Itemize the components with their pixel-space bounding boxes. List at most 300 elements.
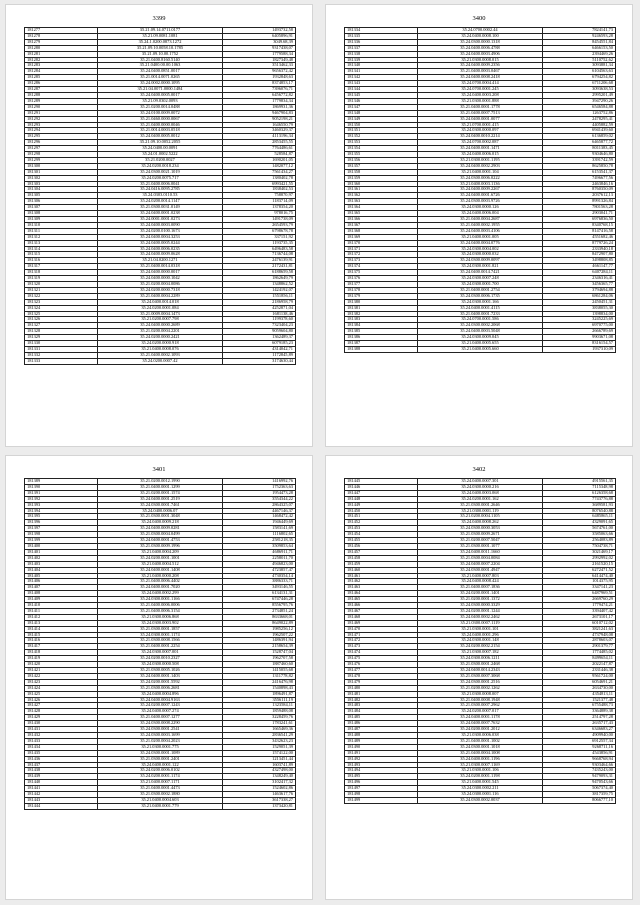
record-id-cell: 181366 <box>345 217 418 223</box>
record-id-cell: 181465 <box>345 597 418 603</box>
amount-cell: 8066777,10 <box>542 797 615 803</box>
code-cell: 35.24.0400.0001.122 <box>98 762 223 768</box>
record-id-cell: 181320 <box>25 281 98 287</box>
code-cell: 35.21.0400.0002.1093 <box>98 352 223 358</box>
record-id-cell: 181420 <box>25 662 98 668</box>
record-id-cell: 181283 <box>25 63 98 69</box>
code-cell: 35.21.09.10.0052.2055 <box>98 140 223 146</box>
code-cell: 35.24.0300.0002.211 <box>418 786 543 792</box>
amount-cell: 1985256,12 <box>222 626 295 632</box>
record-id-cell: 181463 <box>345 585 418 591</box>
amount-cell: 1779834,34 <box>222 98 295 104</box>
record-id-cell: 181497 <box>345 786 418 792</box>
record-id-cell: 181496 <box>345 780 418 786</box>
record-id-cell: 181450 <box>345 508 418 514</box>
amount-cell: 6414474,40 <box>542 573 615 579</box>
amount-cell: 1348862,52 <box>222 281 295 287</box>
code-cell: 35.24.0400.0003.5048 <box>418 329 543 335</box>
code-cell: 35.24.0400.0014.7421 <box>418 270 543 276</box>
record-id-cell: 181487 <box>345 727 418 733</box>
record-id-cell: 181325 <box>25 311 98 317</box>
code-cell: 35.24.0300.0003.1699 <box>98 732 223 738</box>
record-id-cell: 181393 <box>25 502 98 508</box>
record-id-cell: 181430 <box>25 721 98 727</box>
code-cell: 35.24.0200.0014.1147 <box>98 199 223 205</box>
page-number: 3402 <box>472 466 486 473</box>
code-cell: 35.21.0200.0007.5047 <box>418 538 543 544</box>
record-id-cell: 181330 <box>25 341 98 347</box>
code-cell: 35.24.0200.0001.5592 <box>98 679 223 685</box>
amount-cell: 2564083,89 <box>542 538 615 544</box>
code-cell: 35.24.0300.0000.097 <box>418 128 543 134</box>
amount-cell: 3821241,63 <box>542 626 615 632</box>
records-table <box>24 27 296 365</box>
amount-cell: 3093638,53 <box>542 87 615 93</box>
code-cell: 35.24.0300.0001.148 <box>418 638 543 644</box>
record-id-cell: 181464 <box>345 591 418 597</box>
amount-cell: 6798678,78 <box>222 228 295 234</box>
record-id-cell: 181480 <box>345 685 418 691</box>
code-cell: 35.21.0200.0001.1574 <box>98 490 223 496</box>
code-cell: 35.24.0400.0003.4106 <box>418 228 543 234</box>
code-cell: 35.21.0400.0001.7233 <box>418 311 543 317</box>
record-id-cell: 181353 <box>345 140 418 146</box>
code-cell: 35.21.0200.0002.1262 <box>418 685 543 691</box>
record-id-cell: 181287 <box>25 87 98 93</box>
amount-cell: 4915561,35 <box>542 479 615 485</box>
record-id-cell: 181492 <box>345 756 418 762</box>
code-cell: 35.21.0300.0006.038 <box>418 732 543 738</box>
code-cell: 35.24.0200.0001.1401 <box>418 591 543 597</box>
record-id-cell: 181405 <box>25 573 98 579</box>
code-cell: 35.24.0400.0004.3253 <box>98 234 223 240</box>
amount-cell: 7764486,61 <box>222 146 295 152</box>
document-page-3399 <box>5 4 313 447</box>
amount-cell: 9479093,31 <box>542 774 615 780</box>
code-cell: 35.24.0300.0002.2068 <box>418 323 543 329</box>
amount-cell: 7801563,28 <box>542 205 615 211</box>
record-id-cell: 181453 <box>345 526 418 532</box>
code-cell: 35.21.0400.0004.2687 <box>418 217 543 223</box>
table-row <box>25 358 296 364</box>
record-id-cell: 181285 <box>25 75 98 81</box>
amount-cell: 6941439,60 <box>542 128 615 134</box>
record-id-cell: 181279 <box>25 39 98 45</box>
record-id-cell: 181445 <box>345 479 418 485</box>
amount-cell: 6912557,34 <box>542 738 615 744</box>
amount-cell: 1583141,69 <box>222 526 295 532</box>
code-cell: 35.24.0400.0003.0090 <box>98 222 223 228</box>
amount-cell: 2346316,41 <box>542 276 615 282</box>
record-id-cell: 181282 <box>25 57 98 63</box>
record-id-cell: 181380 <box>345 299 418 305</box>
amount-cell: 6405896,91 <box>222 33 295 39</box>
code-cell: 35.24.0200.0018.234 <box>98 163 223 169</box>
record-id-cell: 181478 <box>345 673 418 679</box>
record-id-cell: 181494 <box>345 768 418 774</box>
amount-cell: 2666789,69 <box>542 329 615 335</box>
amount-cell: 6485865,11 <box>542 514 615 520</box>
record-id-cell: 181288 <box>25 92 98 98</box>
amount-cell: 2416476,98 <box>222 679 295 685</box>
code-cell: 35.24.0200.0001.2012 <box>418 727 543 733</box>
amount-cell: 3498808,85 <box>542 258 615 264</box>
code-cell: 35.24.0300.0001.4947 <box>418 567 543 573</box>
amount-cell: 4661147,77 <box>542 264 615 270</box>
record-id-cell: 181474 <box>345 650 418 656</box>
record-id-cell: 181468 <box>345 614 418 620</box>
record-id-cell: 181335 <box>345 33 418 39</box>
record-id-cell: 181347 <box>345 104 418 110</box>
record-id-cell: 181443 <box>25 797 98 803</box>
record-id-cell: 181321 <box>25 287 98 293</box>
record-id-cell: 181444 <box>25 803 98 809</box>
amount-cell: 9059604,80 <box>222 329 295 335</box>
code-cell: 35.24.0400.0009.0628 <box>98 252 223 258</box>
record-id-cell: 181367 <box>345 222 418 228</box>
amount-cell: 1887460,60 <box>222 662 295 668</box>
code-cell: 35.21.0300.0005.1026 <box>98 668 223 674</box>
record-id-cell: 181454 <box>345 532 418 538</box>
code-cell: 35.21.0400.0004.603 <box>98 797 223 803</box>
amount-cell: 2022147,87 <box>542 662 615 668</box>
code-cell: 35.21.0400.0001.1299 <box>98 484 223 490</box>
amount-cell: 7496677,56 <box>542 175 615 181</box>
amount-cell: 1263752,86 <box>542 110 615 116</box>
amount-cell: 528584,87 <box>222 152 295 158</box>
record-id-cell: 181278 <box>25 33 98 39</box>
record-id-cell: 181299 <box>25 157 98 163</box>
code-cell: 35.24.0200.0010.2327 <box>98 656 223 662</box>
amount-cell: 6976836,50 <box>542 217 615 223</box>
record-id-cell: 181340 <box>345 63 418 69</box>
record-id-cell: 181281 <box>25 51 98 57</box>
table-row <box>25 803 296 809</box>
amount-cell: 6970775,00 <box>542 323 615 329</box>
code-cell: 35.21.0200.0001.1372 <box>418 597 543 603</box>
amount-cell: 6456772,82 <box>222 92 295 98</box>
code-cell: 35.24.0400.0001.0238 <box>98 211 223 217</box>
code-cell: 35.24.0300.0001.166 <box>418 299 543 305</box>
code-cell: 35.21.0300.0007.1169 <box>418 762 543 768</box>
amount-cell: 9268711,16 <box>542 744 615 750</box>
record-id-cell: 181441 <box>25 786 98 792</box>
code-cell: 35.21.0300.0001.3048 <box>98 514 223 520</box>
amount-cell: 3886333,71 <box>222 579 295 585</box>
amount-cell: 3394407,42 <box>542 608 615 614</box>
code-cell: 35.24.0400.0006.015 <box>418 152 543 158</box>
amount-cell: 2673101,17 <box>542 614 615 620</box>
amount-cell: 4946823,00 <box>222 561 295 567</box>
record-id-cell: 181499 <box>345 797 418 803</box>
amount-cell: 3554344,22 <box>222 496 295 502</box>
amount-cell: 3794694,88 <box>542 287 615 293</box>
code-cell: 35.24.0300.0001.700 <box>418 281 543 287</box>
record-id-cell: 181307 <box>25 205 98 211</box>
amount-cell: 1752363,63 <box>222 484 295 490</box>
record-id-cell: 181489 <box>345 738 418 744</box>
record-id-cell: 181433 <box>25 738 98 744</box>
amount-cell: 1540898,43 <box>222 685 295 691</box>
amount-cell: 1398834,00 <box>542 311 615 317</box>
code-cell: 35.21.0400.0001.1778 <box>418 104 543 110</box>
record-id-cell: 181374 <box>345 264 418 270</box>
code-cell: 35.21.0400.0007.1836 <box>418 585 543 591</box>
amount-cell: 4405882,59 <box>542 122 615 128</box>
record-id-cell: 181319 <box>25 276 98 282</box>
code-cell: 35.24.0400.00.0091 <box>98 146 223 152</box>
code-cell: 35.24.0200.0006.0102 <box>98 768 223 774</box>
record-id-cell: 181435 <box>25 750 98 756</box>
code-cell: 35.21.0300.0001.1857 <box>98 626 223 632</box>
code-cell: 35.21.0400.0006.3154 <box>98 608 223 614</box>
amount-cell: 3513462,33 <box>222 63 295 69</box>
amount-cell: 1378354,20 <box>222 205 295 211</box>
amount-cell: 1528747,04 <box>222 650 295 656</box>
amount-cell: 7396076,71 <box>222 87 295 93</box>
record-id-cell: 181493 <box>345 762 418 768</box>
code-cell: 35.24.0300.0008.2290 <box>98 721 223 727</box>
code-cell: 35.21.0400.0007.1277 <box>98 715 223 721</box>
record-id-cell: 181376 <box>345 276 418 282</box>
code-cell: 35.24.0200.0001.1174 <box>98 774 223 780</box>
code-cell: 35.21.0300.0001.2401 <box>98 756 223 762</box>
amount-cell: 2158654,39 <box>222 644 295 650</box>
record-id-cell: 181442 <box>25 792 98 798</box>
code-cell: 35.24.0300.0021.1019 <box>98 169 223 175</box>
code-cell: 35.24.0400.0014.2343 <box>418 668 543 674</box>
amount-cell: 4314042,71 <box>222 346 295 352</box>
record-id-cell: 181369 <box>345 234 418 240</box>
amount-cell: 4551682,46 <box>542 234 615 240</box>
code-cell: 35.21.0300.0004.0499 <box>98 532 223 538</box>
amount-cell: 4543856,91 <box>542 750 615 756</box>
record-id-cell: 181483 <box>345 703 418 709</box>
code-cell: 35.21.0300.0007.3068 <box>418 673 543 679</box>
record-id-cell: 181395 <box>25 514 98 520</box>
amount-cell: 3021469,17 <box>542 549 615 555</box>
record-id-cell: 181350 <box>345 122 418 128</box>
code-cell: 35.21.0400.0001.1002 <box>418 738 543 744</box>
code-cell: 35.21.0300.0001.106 <box>418 768 543 774</box>
page-number: 3400 <box>472 15 486 22</box>
code-cell: 35.21.0200.0004.2201 <box>98 329 223 335</box>
amount-cell: 4113196,34 <box>222 134 295 140</box>
code-cell: 35.21.0014.0071.0265 <box>98 75 223 81</box>
amount-cell: 6346683,27 <box>542 727 615 733</box>
amount-cell: 1193735,35 <box>222 240 295 246</box>
amount-cell: 3093881,34 <box>542 63 615 69</box>
amount-cell: 1946449,69 <box>222 520 295 526</box>
amount-cell: 8472907,80 <box>542 252 615 258</box>
amount-cell: 1779474,21 <box>542 603 615 609</box>
amount-cell: 2669760,29 <box>542 597 615 603</box>
record-id-cell: 181371 <box>345 246 418 252</box>
code-cell: 35.21.0300.0008.015 <box>418 57 543 63</box>
code-cell: 35.24.0400.0009.218 <box>98 520 223 526</box>
code-cell: 35.24.0400.0011.1660 <box>418 549 543 555</box>
code-cell: 35.24.0400.0005.0012 <box>98 134 223 140</box>
code-cell: 35.24.0400.0001.4115 <box>418 305 543 311</box>
amount-cell: 1416992,76 <box>222 479 295 485</box>
amount-cell: 2581218,35 <box>222 538 295 544</box>
code-cell: 35.21.0300.0004.0084 <box>418 555 543 561</box>
amount-cell: 4329091,65 <box>542 520 615 526</box>
amount-cell: 6487969,51 <box>542 591 615 597</box>
amount-cell: 3347141,23 <box>542 585 615 591</box>
code-cell: 35.24.0400.0005.0017 <box>98 92 223 98</box>
code-cell: 35.24.0300.0001.1089 <box>98 750 223 756</box>
record-id-cell: 181354 <box>345 146 418 152</box>
amount-cell: 1859488,08 <box>222 709 295 715</box>
amount-cell: 8454551,84 <box>542 39 615 45</box>
amount-cell: 8649022,89 <box>222 620 295 626</box>
document-page-3402 <box>325 455 633 900</box>
amount-cell: 2463846,16 <box>542 181 615 187</box>
record-id-cell: 181387 <box>345 341 418 347</box>
amount-cell: 6755488,73 <box>542 703 615 709</box>
code-cell: 35.21.0460.0000.0067 <box>98 116 223 122</box>
amount-cell: 3228459,76 <box>222 715 295 721</box>
amount-cell: 6153541,37 <box>542 169 615 175</box>
code-cell: 35.21.0200.0004.1105 <box>418 514 543 520</box>
record-id-cell: 181394 <box>25 508 98 514</box>
record-id-cell: 181477 <box>345 668 418 674</box>
code-cell: 35.24.0200.0000.2421 <box>98 335 223 341</box>
amount-cell: 2654593,79 <box>222 222 295 228</box>
code-cell: 35.24.0400.0004.9163 <box>98 697 223 703</box>
amount-cell: 6126358,68 <box>542 490 615 496</box>
code-cell: 35.24.0200.0001.084 <box>98 305 223 311</box>
code-cell: 35.24.0300.0001.116 <box>418 792 543 798</box>
amount-cell: 4737948,08 <box>542 632 615 638</box>
record-id-cell: 181355 <box>345 152 418 158</box>
amount-cell: 4730354,14 <box>222 573 295 579</box>
record-id-cell: 181485 <box>345 715 418 721</box>
amount-cell: 8625850,78 <box>542 163 615 169</box>
code-cell: 35.24.0300.0006.0222 <box>418 175 543 181</box>
code-cell: 35.21.0400.0005.660 <box>418 346 543 352</box>
record-id-cell: 181348 <box>345 110 418 116</box>
amount-cell: 2450451,31 <box>542 299 615 305</box>
amount-cell: 6465877,72 <box>542 140 615 146</box>
amount-cell: 2394469,26 <box>542 51 615 57</box>
code-cell: 35.24.0300.0002.0037 <box>418 797 543 803</box>
amount-cell: 1862649,79 <box>222 276 295 282</box>
code-cell: 35.21.0400.0004.512 <box>98 561 223 567</box>
code-cell: 35.24.0400.0009.2267 <box>418 187 543 193</box>
record-id-cell: 181359 <box>345 175 418 181</box>
code-cell: 35.24.0200.0001.162 <box>418 496 543 502</box>
code-cell: 35.24.0400.0001.296 <box>418 632 543 638</box>
record-id-cell: 181411 <box>25 608 98 614</box>
record-id-cell: 181467 <box>345 608 418 614</box>
record-id-cell: 181410 <box>25 603 98 609</box>
record-id-cell: 181356 <box>345 157 418 163</box>
code-cell: 35.24.0300.0001.2516 <box>418 679 543 685</box>
record-id-cell: 181389 <box>25 479 98 485</box>
record-id-cell: 181398 <box>25 532 98 538</box>
code-cell: 35.24.0400.0009.0281 <box>98 526 223 532</box>
amount-cell: 1665469,36 <box>222 727 295 733</box>
code-cell: 35.24.0300.0000.3053 <box>418 526 543 532</box>
record-id-cell: 181476 <box>345 662 418 668</box>
amount-cell: 3617338,27 <box>222 797 295 803</box>
record-id-cell: 181425 <box>25 691 98 697</box>
record-id-cell: 181344 <box>345 87 418 93</box>
amount-cell: 1838402,53 <box>222 187 295 193</box>
code-cell: 35.24.0400.0001.1408 <box>98 567 223 573</box>
code-cell: 35.21.0300.0007.2962 <box>418 703 543 709</box>
amount-cell: 3838055,30 <box>542 305 615 311</box>
amount-cell: 9903671,08 <box>542 335 615 341</box>
code-cell: 35.24.0300.0001.7461 <box>98 502 223 508</box>
amount-cell: 4686911,71 <box>222 549 295 555</box>
record-id-cell: 181495 <box>345 774 418 780</box>
record-id-cell: 181472 <box>345 638 418 644</box>
record-id-cell: 181409 <box>25 597 98 603</box>
code-cell: 35.21.0009.0004.1473 <box>98 311 223 317</box>
amount-cell: 1574122,00 <box>222 750 295 756</box>
code-cell: 35.21.0400.00.00.1063 <box>98 63 223 69</box>
record-id-cell: 181337 <box>345 45 418 51</box>
amount-cell: 1896491,87 <box>222 691 295 697</box>
amount-cell: 2992992,02 <box>542 555 615 561</box>
code-cell: 35.21.0400.0004.2289 <box>98 293 223 299</box>
code-cell: 35.21.0400.0001.545 <box>418 780 543 786</box>
code-cell: 35.24.0400.0008.2418 <box>418 75 543 81</box>
record-id-cell: 181418 <box>25 650 98 656</box>
code-cell: 35.21.0300.0001.2646 <box>418 502 543 508</box>
record-id-cell: 181431 <box>25 727 98 733</box>
code-cell: 35.21.0400.0002.1955 <box>418 222 543 228</box>
record-id-cell: 181428 <box>25 709 98 715</box>
code-cell: 35.24.0400.0001.7020 <box>98 585 223 591</box>
record-id-cell: 181308 <box>25 211 98 217</box>
code-cell: 35.24.0400.0009.2356 <box>418 63 543 69</box>
code-cell: 35.24.0300.0003.902 <box>98 620 223 626</box>
amount-cell: 8556795,76 <box>222 603 295 609</box>
code-cell: 35.24.0400.0007.2204 <box>418 561 543 567</box>
code-cell: 35.21.0200.0004.0086 <box>98 281 223 287</box>
amount-cell: 1373420,81 <box>222 803 295 809</box>
code-cell: 35.24.0300.0000.3329 <box>418 603 543 609</box>
amount-cell: 1524602,86 <box>222 786 295 792</box>
record-id-cell: 181318 <box>25 270 98 276</box>
code-cell: 35.24.0400.0001.0077 <box>418 116 543 122</box>
code-cell: 35.24.0400.0001.1403 <box>98 673 223 679</box>
amount-cell: 7435243,00 <box>542 768 615 774</box>
code-cell: 35.24.0300.0000.126 <box>418 205 543 211</box>
record-id-cell: 181414 <box>25 626 98 632</box>
record-id-cell: 181362 <box>345 193 418 199</box>
code-cell: 35.24.0200.0001.1244 <box>418 608 543 614</box>
code-cell: 35.21.0400.0001.2754 <box>418 287 543 293</box>
code-cell: 35.24.0400.0002.2903 <box>418 163 543 169</box>
amount-cell: 6104563,63 <box>542 69 615 75</box>
record-id-cell: 181306 <box>25 199 98 205</box>
record-id-cell: 181280 <box>25 45 98 51</box>
record-id-cell: 181310 <box>25 222 98 228</box>
amount-cell: 7504738,71 <box>542 543 615 549</box>
code-cell: 35.21.0300.0007.182 <box>418 650 543 656</box>
code-cell: 35.24.0400.0001.1178 <box>418 715 543 721</box>
code-cell: 35.21.0400.0003.0467 <box>418 69 543 75</box>
record-id-cell: 181368 <box>345 228 418 234</box>
record-id-cell: 181406 <box>25 579 98 585</box>
record-id-cell: 181388 <box>345 346 418 352</box>
amount-cell: 4327498,00 <box>222 768 295 774</box>
